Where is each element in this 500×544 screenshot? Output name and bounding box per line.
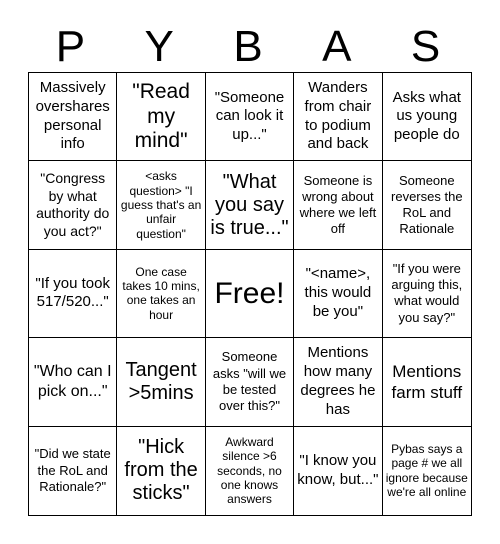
bingo-cell[interactable]: "If you were arguing this, what would you say?": [383, 250, 471, 338]
bingo-cell[interactable]: Tangent >5mins: [117, 338, 205, 426]
bingo-cell[interactable]: Awkward silence >6 seconds, no one knows answers: [206, 427, 294, 515]
bingo-cell[interactable]: Someone is wrong about where we left off: [294, 161, 382, 249]
bingo-cell[interactable]: One case takes 10 mins, one takes an hour: [117, 250, 205, 338]
bingo-cell[interactable]: Wanders from chair to podium and back: [294, 73, 382, 161]
bingo-cell[interactable]: "I know you know, but...": [294, 427, 382, 515]
header-letter-a: A: [322, 22, 352, 71]
header-letter-s: S: [410, 22, 441, 71]
bingo-cell[interactable]: Mentions farm stuff: [383, 338, 471, 426]
bingo-cell[interactable]: "Someone can look it up...": [206, 73, 294, 161]
bingo-cell[interactable]: "Who can I pick on...": [29, 338, 117, 426]
bingo-cell[interactable]: "<name>, this would be you": [294, 250, 382, 338]
bingo-cell[interactable]: Pybas says a page # we all ignore because we're all online: [385, 442, 468, 500]
bingo-board: [28, 72, 472, 516]
bingo-cell[interactable]: "What you say is true...": [206, 161, 294, 249]
bingo-cell[interactable]: Someone reverses the RoL and Rationale: [383, 161, 471, 249]
bingo-cell[interactable]: <asks question> "I guess that's an unfair question": [117, 161, 205, 249]
bingo-cell[interactable]: "If you took 517/520...": [29, 250, 117, 338]
bingo-cell[interactable]: "Read my mind": [117, 73, 205, 161]
bingo-cell[interactable]: Asks what us young people do: [383, 73, 471, 161]
bingo-cell[interactable]: "Hick from the sticks": [117, 427, 205, 515]
bingo-header: [26, 22, 470, 72]
bingo-cell[interactable]: Massively overshares personal info: [29, 73, 117, 161]
bingo-cell[interactable]: Mentions how many degrees he has: [294, 338, 382, 426]
free-space[interactable]: Free!: [206, 250, 294, 338]
bingo-cell[interactable]: "Congress by what authority do you act?": [29, 161, 117, 249]
header-letter-b: B: [233, 22, 263, 71]
bingo-cell[interactable]: Someone asks "will we be tested over this?": [206, 338, 294, 426]
bingo-cell[interactable]: "Did we state the RoL and Rationale?": [29, 427, 117, 515]
header-letter-p: P: [55, 22, 86, 71]
header-letter-y: Y: [144, 22, 174, 71]
